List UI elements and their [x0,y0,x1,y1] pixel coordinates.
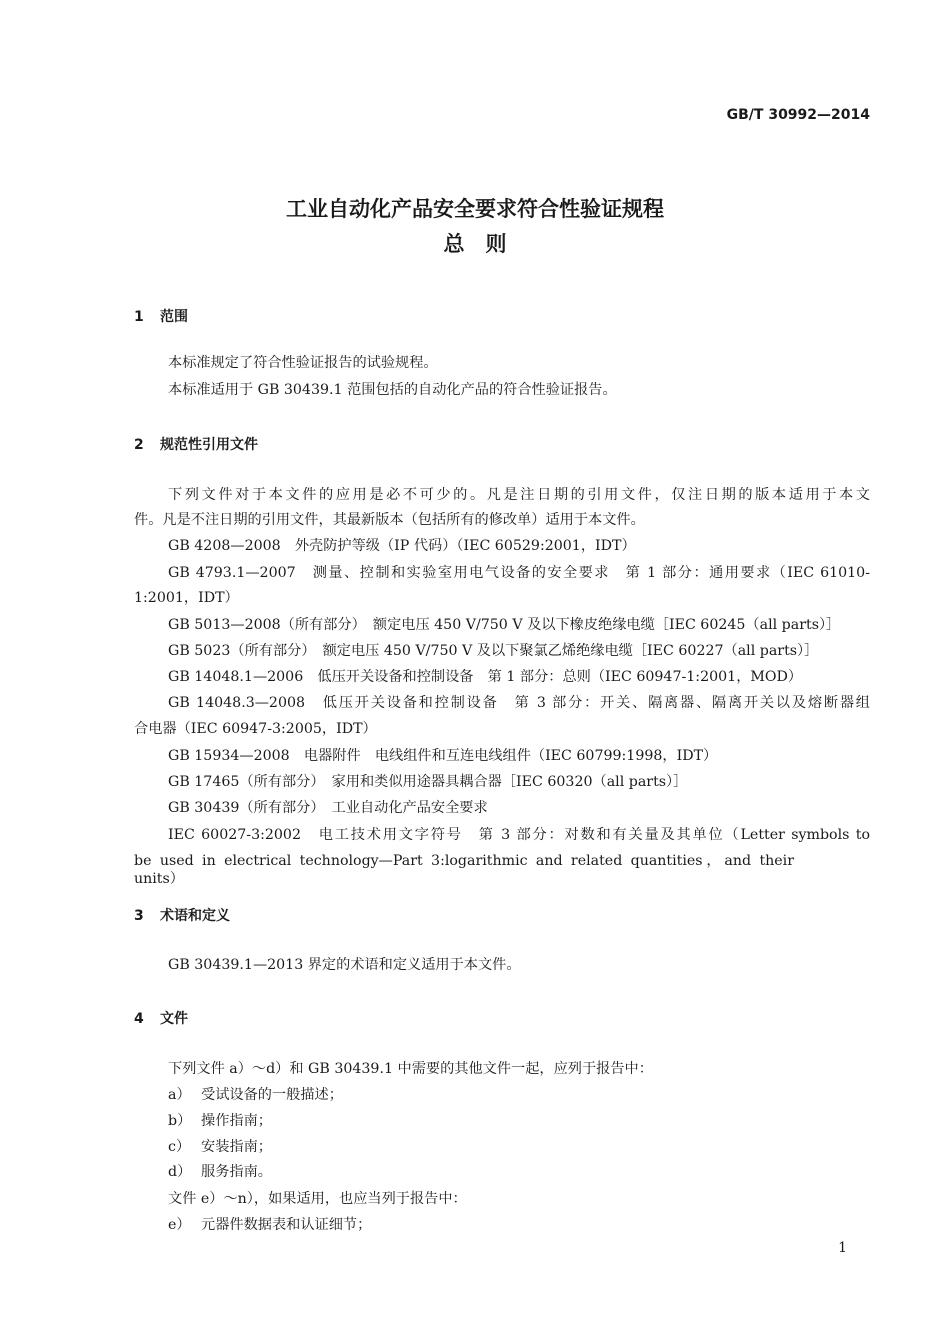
reference-item-continuation: be used in electrical technology—Part 3:logarithmic and related quantities，and their units） [134,853,794,887]
section-heading-4 [134,1008,188,1028]
list-item [168,1216,371,1234]
page-number: 1 [838,1240,847,1256]
reference-item: GB 14048.1—2006 低压开关设备和控制设备 第 1 部分：总则（IEC 60947-1:2001，MOD） [168,669,803,685]
paragraph: 下列文件对于本文件的应用是必不可少的。凡是注日期的引用文件，仅注日期的版本适用于本文 [168,487,870,503]
list-item-label: b） [168,1113,192,1129]
list-item-label: e） [168,1217,191,1233]
list-item-label: d） [168,1164,192,1180]
section-title: 规范性引用文件 [160,437,258,453]
list-item [168,1086,343,1104]
section-title: 术语和定义 [160,908,230,924]
paragraph: 件。凡是不注日期的引用文件，其最新版本（包括所有的修改单）适用于本文件。 [134,512,645,528]
section-number: 2 [134,437,144,453]
paragraph: GB 30439.1—2013 界定的术语和定义适用于本文件。 [168,957,521,973]
section-number: 4 [134,1011,144,1027]
reference-item: GB 4793.1—2007 测量、控制和实验室用电气设备的安全要求 第 1 部分：通用要求（IEC 61010- [168,565,870,581]
section-number: 3 [134,908,144,924]
list-item-text: 受试设备的一般描述； [201,1087,343,1103]
reference-item: GB 30439（所有部分） 工业自动化产品安全要求 [168,800,488,816]
list-item [168,1112,272,1130]
list-item-label: c） [168,1139,191,1155]
section-heading-3 [134,905,230,925]
list-item-text: 元器件数据表和认证细节； [201,1217,372,1233]
document-title: 工业自动化产品安全要求符合性验证规程 [286,197,664,221]
section-title: 范围 [160,309,188,325]
reference-item: GB 15934—2008 电器附件 电线组件和互连电线组件（IEC 60799:1998，IDT） [168,748,718,764]
reference-item: GB 4208—2008 外壳防护等级（IP 代码）（IEC 60529:2001，IDT） [168,538,636,554]
section-number: 1 [134,309,144,325]
list-item [168,1138,272,1156]
reference-item: GB 17465（所有部分） 家用和类似用途器具耦合器［IEC 60320（all parts）］ [168,774,688,790]
reference-item-continuation: 1:2001，IDT） [134,590,239,606]
standard-code: GB/T 30992—2014 [726,107,870,123]
reference-item: IEC 60027-3:2002 电工技术用文字符号 第 3 部分：对数和有关量及其单位（Letter symbols to [168,827,870,843]
list-item-text: 安装指南； [201,1139,272,1155]
reference-item: GB 5023（所有部分） 额定电压 450 V/750 V 及以下聚氯乙烯绝缘电缆［IEC 60227（all parts）］ [168,643,819,659]
document-subtitle: 总 则 [443,232,507,256]
reference-item-continuation: 合电器（IEC 60947-3:2005，IDT） [134,721,377,737]
paragraph: 下列文件 a）～d）和 GB 30439.1 中需要的其他文件一起，应列于报告中： [168,1061,653,1077]
list-item-label: a） [168,1087,191,1103]
paragraph: 本标准适用于 GB 30439.1 范围包括的自动化产品的符合性验证报告。 [168,382,617,398]
section-title: 文件 [160,1011,188,1027]
paragraph: 文件 e）～n），如果适用，也应当列于报告中： [168,1191,467,1207]
reference-item: GB 5013—2008（所有部分） 额定电压 450 V/750 V 及以下橡皮绝缘电缆［IEC 60245（all parts）］ [168,617,841,633]
list-item-text: 服务指南。 [201,1164,272,1180]
list-item-text: 操作指南； [201,1113,272,1129]
list-item [168,1163,272,1181]
section-heading-2 [134,434,258,454]
section-heading-1 [134,306,188,326]
paragraph: 本标准规定了符合性验证报告的试验规程。 [168,355,438,371]
reference-item: GB 14048.3—2008 低压开关设备和控制设备 第 3 部分：开关、隔离器、隔离开关以及熔断器组 [168,695,870,711]
